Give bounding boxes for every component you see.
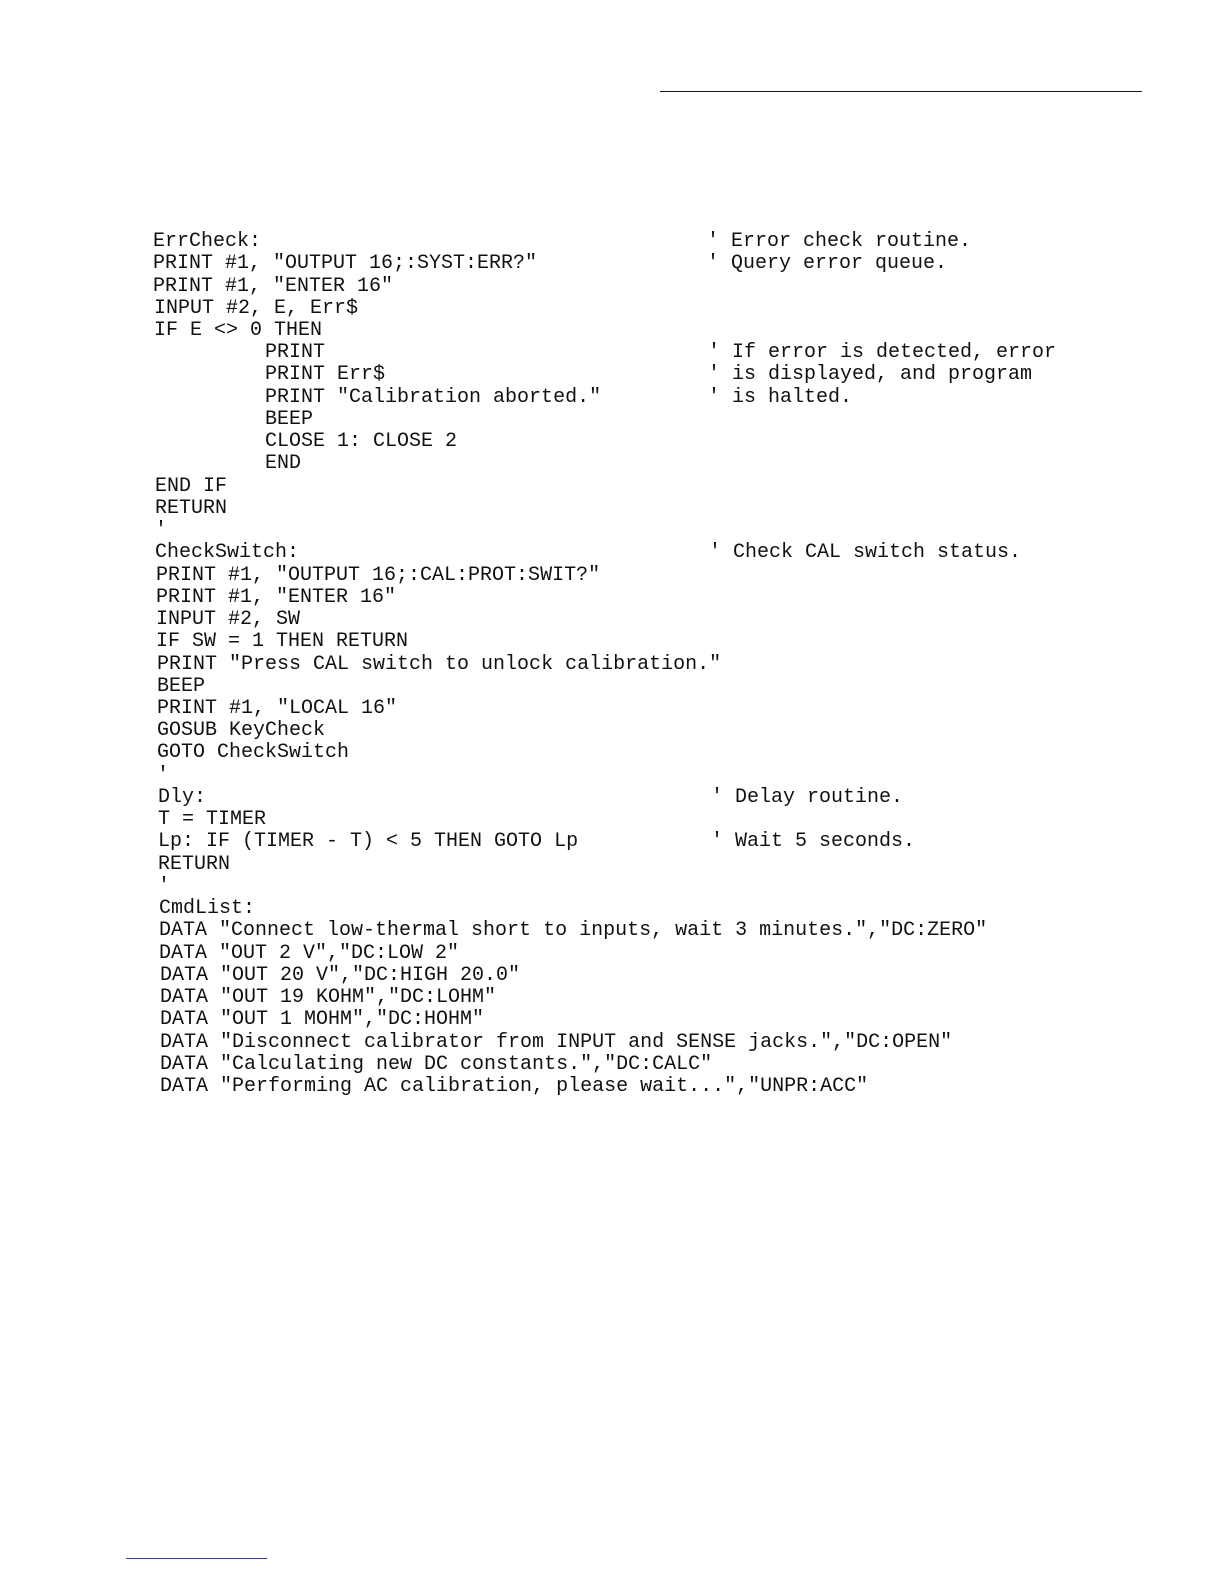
code-text: BEEP <box>157 675 206 698</box>
code-text: DATA "Connect low-thermal short to inputs, wait 3 minutes.","DC:ZERO" <box>159 919 988 942</box>
code-line <box>0 386 1224 410</box>
code-text: RETURN <box>155 497 228 520</box>
code-line <box>0 942 1224 966</box>
code-line <box>0 430 1224 454</box>
code-comment: ' If error is detected, error <box>708 341 1057 364</box>
code-text: IF SW = 1 THEN RETURN <box>156 630 409 653</box>
code-line <box>0 475 1224 499</box>
code-line <box>0 986 1224 1010</box>
code-text: CLOSE 1: CLOSE 2 <box>169 430 458 453</box>
code-text: PRINT "Press CAL switch to unlock calibration." <box>157 653 722 676</box>
code-text: CmdList: <box>159 897 256 920</box>
code-text: T = TIMER <box>158 808 267 831</box>
code-line <box>0 964 1224 988</box>
code-text: PRINT #1, "ENTER 16" <box>156 586 397 609</box>
code-text: END <box>169 452 302 475</box>
code-line <box>0 653 1224 677</box>
code-line <box>0 252 1224 276</box>
code-text: CheckSwitch: <box>155 541 300 564</box>
code-line <box>0 319 1224 343</box>
code-comment: ' is halted. <box>708 386 853 409</box>
header-rule <box>660 91 1142 92</box>
code-comment: ' Error check routine. <box>707 230 972 253</box>
code-line <box>0 897 1224 921</box>
code-comment: ' is displayed, and program <box>708 363 1033 386</box>
code-text: GOSUB KeyCheck <box>157 719 326 742</box>
code-line <box>0 808 1224 832</box>
code-text: PRINT <box>169 341 326 364</box>
code-text: ' <box>158 875 171 898</box>
code-text: PRINT #1, "LOCAL 16" <box>157 697 398 720</box>
code-line <box>0 452 1224 476</box>
code-line <box>0 497 1224 521</box>
code-line <box>0 564 1224 588</box>
code-text: Dly: <box>158 786 207 809</box>
code-line <box>0 586 1224 610</box>
code-text: PRINT #1, "OUTPUT 16;:SYST:ERR?" <box>153 252 538 275</box>
code-text: DATA "Performing AC calibration, please wait...","UNPR:ACC" <box>160 1075 869 1098</box>
code-line <box>0 675 1224 699</box>
code-line <box>0 519 1224 543</box>
code-text: DATA "Calculating new DC constants.","DC:CALC" <box>160 1053 713 1076</box>
code-text: PRINT "Calibration aborted." <box>169 386 602 409</box>
code-text: DATA "OUT 2 V","DC:LOW 2" <box>159 942 460 965</box>
code-text: PRINT #1, "ENTER 16" <box>153 275 394 298</box>
code-line <box>0 1031 1224 1055</box>
code-text: INPUT #2, E, Err$ <box>154 297 359 320</box>
code-text: PRINT #1, "OUTPUT 16;:CAL:PROT:SWIT?" <box>156 564 601 587</box>
code-text: END IF <box>155 475 228 498</box>
code-line <box>0 719 1224 743</box>
code-line <box>0 697 1224 721</box>
code-line <box>0 1008 1224 1032</box>
code-text: DATA "Disconnect calibrator from INPUT and SENSE jacks.","DC:OPEN" <box>160 1031 953 1054</box>
code-comment: ' Delay routine. <box>711 786 904 809</box>
code-comment: ' Wait 5 seconds. <box>711 830 916 853</box>
code-line <box>0 853 1224 877</box>
code-line <box>0 297 1224 321</box>
code-text: DATA "OUT 20 V","DC:HIGH 20.0" <box>160 964 521 987</box>
code-line <box>0 275 1224 299</box>
code-line <box>0 1053 1224 1077</box>
code-line <box>0 830 1224 854</box>
code-text: GOTO CheckSwitch <box>157 741 350 764</box>
code-text: DATA "OUT 19 KOHM","DC:LOHM" <box>160 986 497 1009</box>
code-line <box>0 541 1224 565</box>
code-line <box>0 608 1224 632</box>
code-line <box>0 341 1224 365</box>
footer-link-rule <box>126 1558 267 1559</box>
code-line <box>0 1075 1224 1099</box>
code-line <box>0 630 1224 654</box>
code-line <box>0 363 1224 387</box>
code-text: PRINT Err$ <box>169 363 386 386</box>
code-comment: ' Query error queue. <box>707 252 948 275</box>
code-text: ' <box>157 764 170 787</box>
code-text: ' <box>155 519 168 542</box>
code-text: INPUT #2, SW <box>156 608 301 631</box>
code-text: ErrCheck: <box>153 230 262 253</box>
code-text: BEEP <box>169 408 314 431</box>
code-text: DATA "OUT 1 MOHM","DC:HOHM" <box>160 1008 485 1031</box>
code-line <box>0 764 1224 788</box>
code-line <box>0 786 1224 810</box>
code-line <box>0 741 1224 765</box>
code-line <box>0 919 1224 943</box>
code-text: IF E <> 0 THEN <box>154 319 323 342</box>
code-comment: ' Check CAL switch status. <box>709 541 1022 564</box>
code-line <box>0 875 1224 899</box>
code-text: RETURN <box>158 853 231 876</box>
code-line <box>0 408 1224 432</box>
code-text: Lp: IF (TIMER - T) < 5 THEN GOTO Lp <box>158 830 579 853</box>
code-line <box>0 230 1224 254</box>
